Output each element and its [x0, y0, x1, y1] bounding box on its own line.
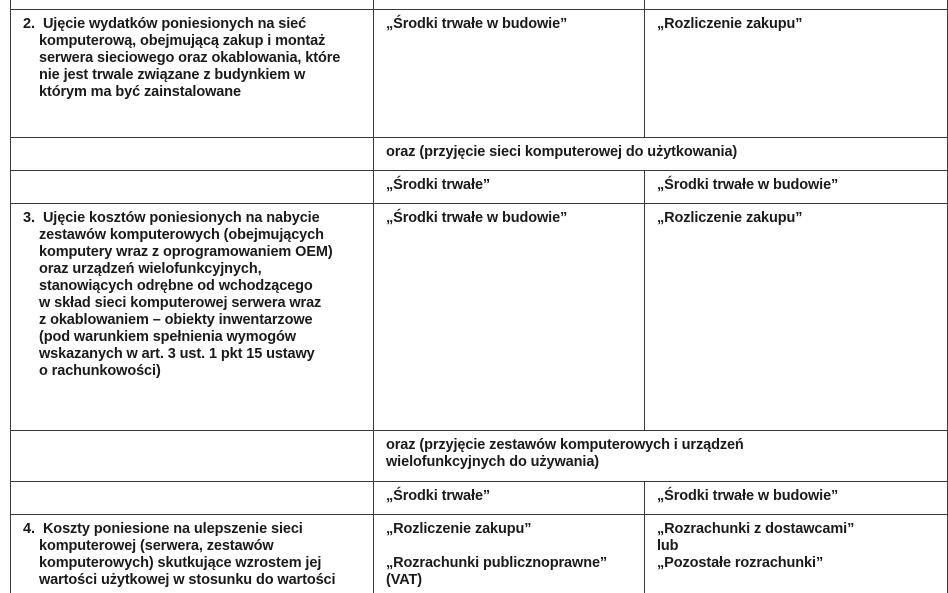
debit-account-cell	[374, 171, 645, 204]
row-description-line: z okablowaniem – obiekty inwentarzowe	[39, 312, 313, 328]
table-row	[11, 138, 948, 171]
row-description-line: komputery wraz z oprogramowaniem OEM)	[39, 244, 333, 260]
row-description-line: komputerowej (serwera, zestawów	[39, 538, 274, 554]
row-number-line	[23, 521, 303, 537]
spacer	[386, 538, 636, 555]
debit-account-cell	[374, 515, 645, 593]
row-description-line: wskazanych w art. 3 ust. 1 pkt 15 ustawy	[39, 346, 315, 362]
row-description-line: oraz urządzeń wielofunkcyjnych,	[39, 261, 262, 277]
credit-account-cell	[645, 10, 948, 138]
row-number-line	[23, 16, 306, 32]
credit-account: „Rozrachunki z dostawcami”	[657, 521, 855, 537]
row-description	[11, 10, 374, 138]
empty-cell	[11, 138, 374, 171]
row-description-line: stanowiących odrębne od wchodzącego	[39, 278, 313, 294]
table-row	[11, 0, 948, 10]
debit-account-cell	[374, 482, 645, 515]
accounting-entries-table	[10, 0, 948, 593]
debit-account: „Środki trwałe”	[386, 488, 491, 504]
table-row	[11, 204, 948, 431]
debit-account: „Rozliczenie zakupu”	[386, 521, 532, 537]
debit-account: „Środki trwałe”	[386, 177, 491, 193]
debit-account-cell	[374, 204, 645, 431]
row-number: 3.	[23, 210, 35, 226]
oraz-note-cell	[374, 138, 948, 171]
debit-account-cell	[374, 0, 645, 10]
row-description	[11, 0, 374, 10]
empty-cell	[11, 431, 374, 482]
table-row	[11, 171, 948, 204]
row-description-line: Ujęcie kosztów poniesionych na nabycie	[42, 210, 320, 226]
credit-or-label: lub	[657, 538, 679, 554]
row-description-line: Koszty poniesione na ulepszenie sieci	[42, 521, 303, 537]
row-description-line: w skład sieci komputerowej serwera wraz	[39, 295, 322, 311]
row-description-line: nie jest trwale związane z budynkiem w	[39, 67, 306, 83]
row-description-line: o rachunkowości)	[39, 363, 161, 379]
credit-account: „Pozostałe rozrachunki”	[657, 555, 824, 571]
credit-account-cell	[645, 0, 948, 10]
row-description-line: którym ma być zainstalowane	[39, 84, 241, 100]
oraz-note-line: oraz (przyjęcie zestawów komputerowych i urządzeń	[386, 437, 744, 453]
row-description-line: (pod warunkiem spełnienia wymogów	[39, 329, 296, 345]
debit-account-note: (VAT)	[386, 572, 423, 588]
row-number: 2.	[23, 16, 35, 32]
credit-account-cell	[645, 204, 948, 431]
debit-account: „Rozrachunki publicznoprawne”	[386, 555, 608, 571]
oraz-note-line: wielofunkcyjnych do używania)	[386, 454, 600, 470]
row-description-line: komputerową, obejmującą zakup i montaż	[39, 33, 326, 49]
row-description	[11, 204, 374, 431]
oraz-note: oraz (przyjęcie sieci komputerowej do użytkowania)	[386, 144, 738, 160]
table-row	[11, 10, 948, 138]
row-description	[11, 515, 374, 593]
row-number: 4.	[23, 521, 35, 537]
credit-account: „Środki trwałe w budowie”	[657, 177, 839, 193]
debit-account-cell	[374, 10, 645, 138]
row-description-line: Ujęcie wydatków poniesionych na sieć	[42, 16, 307, 32]
empty-cell	[11, 171, 374, 204]
debit-account: „Środki trwałe w budowie”	[386, 16, 568, 32]
row-number-line	[23, 210, 320, 226]
debit-account: „Środki trwałe w budowie”	[386, 210, 568, 226]
credit-account-cell	[645, 515, 948, 593]
empty-cell	[11, 482, 374, 515]
table-row	[11, 515, 948, 593]
credit-account: „Rozliczenie zakupu”	[657, 210, 803, 226]
credit-account: „Rozliczenie zakupu”	[657, 16, 803, 32]
oraz-note-cell	[374, 431, 948, 482]
credit-account: „Środki trwałe w budowie”	[657, 488, 839, 504]
credit-account-cell	[645, 482, 948, 515]
row-description-line: wartości użytkowej w stosunku do wartości	[39, 572, 336, 588]
table-row	[11, 482, 948, 515]
table-row	[11, 431, 948, 482]
row-description-line: komputerowych) skutkujące wzrostem jej	[39, 555, 322, 571]
row-description-line: zestawów komputerowych (obejmujących	[39, 227, 324, 243]
credit-account-cell	[645, 171, 948, 204]
row-description-line: serwera sieciowego oraz okablowania, które	[39, 50, 341, 66]
